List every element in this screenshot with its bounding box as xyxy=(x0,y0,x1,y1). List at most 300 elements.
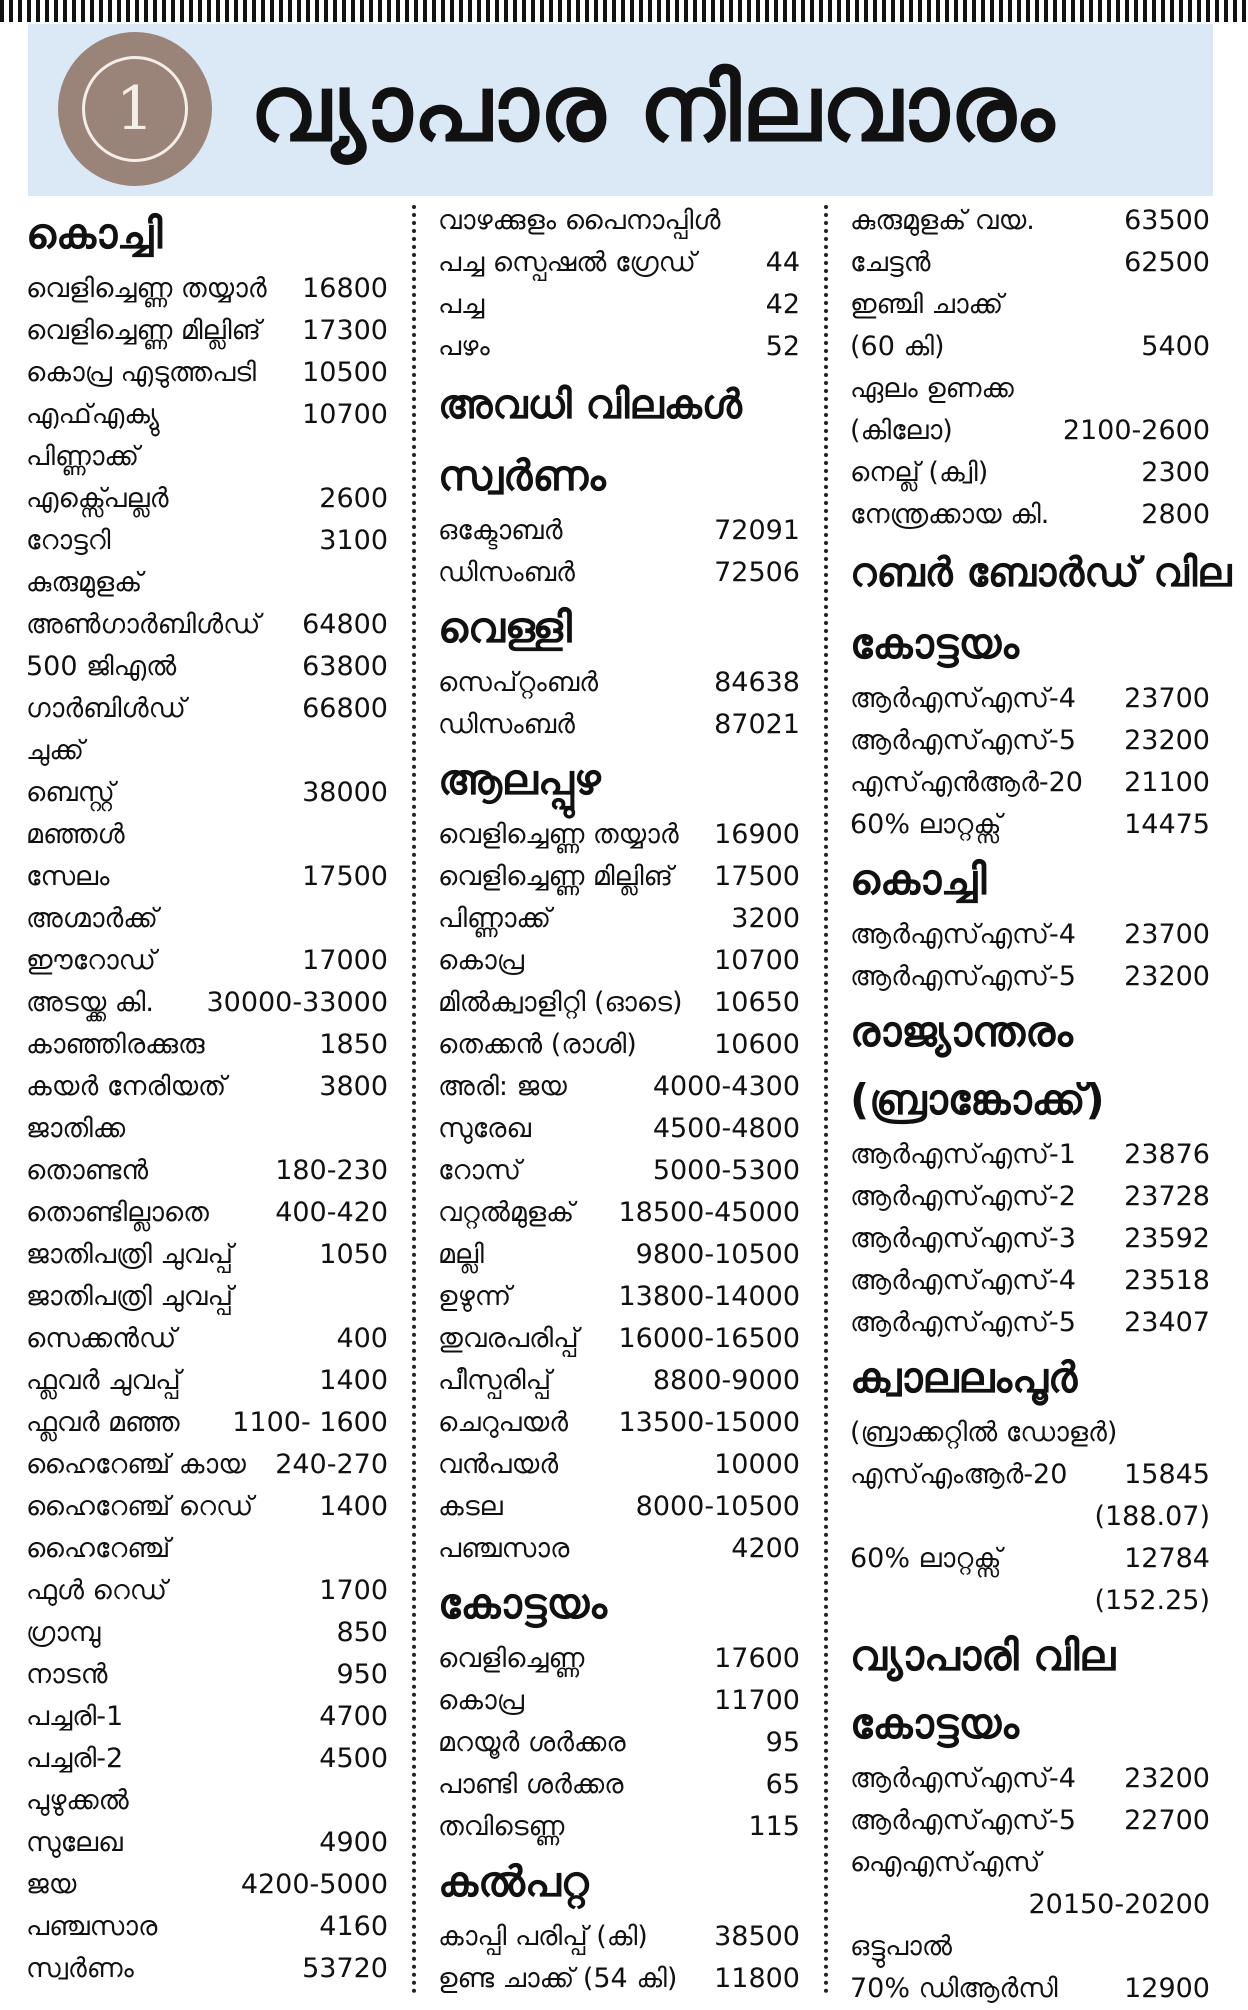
price-row xyxy=(26,1276,388,1318)
price-row xyxy=(26,772,388,814)
price-row xyxy=(26,1066,388,1108)
item-value: 4900 xyxy=(319,1827,388,1858)
item-label: സുരേഖ xyxy=(438,1113,531,1144)
item-value: 950 xyxy=(336,1659,388,1690)
item-value: 1400 xyxy=(319,1491,388,1522)
item-label: ആർഎസ്എസ്-4 xyxy=(850,919,1076,950)
price-row xyxy=(26,1024,388,1066)
item-label: വാഴക്കുളം പൈനാപ്പിൾ xyxy=(438,205,721,236)
section-heading-trader-price: വ്യാപാരി വില xyxy=(850,1631,1116,1680)
price-row xyxy=(850,1302,1210,1344)
item-value: 53720 xyxy=(302,1953,388,1984)
item-label: ഗാർബിൾഡ് xyxy=(26,693,186,724)
item-value: 23407 xyxy=(1124,1307,1210,1338)
item-value: 21100 xyxy=(1124,767,1210,798)
item-value: 10700 xyxy=(302,399,388,430)
item-label: ഈറോഡ് xyxy=(26,945,156,976)
item-label: പഞ്ചസാര xyxy=(26,1911,158,1942)
section-heading-alappuzha: ആലപ്പുഴ xyxy=(438,755,601,804)
price-row xyxy=(26,1192,388,1234)
item-label: ആർഎസ്എസ്-3 xyxy=(850,1223,1076,1254)
item-value: 1050 xyxy=(319,1239,388,1270)
item-value: 87021 xyxy=(714,709,800,740)
top-stripe-border xyxy=(0,0,1248,22)
item-value: 2800 xyxy=(1141,499,1210,530)
price-row xyxy=(26,1486,388,1528)
price-row xyxy=(438,1638,800,1680)
price-row xyxy=(438,1444,800,1486)
item-value: 13500-15000 xyxy=(618,1407,800,1438)
item-value: 44 xyxy=(765,247,800,278)
item-label: നേന്ത്രക്കായ കി. xyxy=(850,499,1050,530)
item-value: 4200 xyxy=(731,1533,800,1564)
item-label: 60% ലാറ്റക്സ് xyxy=(850,1543,1002,1574)
price-row xyxy=(26,1612,388,1654)
item-value: 12900 xyxy=(1124,1973,1210,2004)
price-row xyxy=(438,1402,800,1444)
price-row xyxy=(850,1454,1210,1496)
item-value: 4500 xyxy=(319,1743,388,1774)
badge-number: 1 xyxy=(82,56,188,162)
item-value: 23200 xyxy=(1124,725,1210,756)
item-label: കൊപ്ര xyxy=(438,1685,524,1716)
column-divider xyxy=(412,205,416,1995)
item-label: ആർഎസ്എസ്-2 xyxy=(850,1181,1076,1212)
price-row xyxy=(850,410,1210,452)
price-row xyxy=(26,814,388,856)
item-label: കടല xyxy=(438,1491,503,1522)
item-label: ഐഎസ്എസ് xyxy=(850,1847,1041,1878)
item-value: 17000 xyxy=(302,945,388,976)
item-value: 42 xyxy=(765,289,800,320)
item-label: പിണ്ണാക്ക് xyxy=(26,441,140,472)
price-row xyxy=(438,1764,800,1806)
usd-value: (152.25) xyxy=(1094,1585,1210,1616)
price-row xyxy=(438,1916,800,1958)
usd-row xyxy=(850,1580,1210,1622)
column-2 xyxy=(438,200,800,2000)
item-label: തൊണ്ടൻ xyxy=(26,1155,149,1186)
item-label: എസ്എൻആർ-20 xyxy=(850,767,1083,798)
item-value: 17300 xyxy=(302,315,388,346)
usd-value: (188.07) xyxy=(1094,1501,1210,1532)
item-label: ഫ്ലവർ ചുവപ്പ് xyxy=(26,1365,181,1396)
item-value: 95 xyxy=(765,1727,800,1758)
section-heading-rubber-board: റബർ ബോർഡ് വില xyxy=(850,550,1232,596)
price-row xyxy=(438,1806,800,1848)
price-row xyxy=(26,1864,388,1906)
price-row xyxy=(26,1738,388,1780)
item-label: എക്സ്പെല്ലർ xyxy=(26,483,169,514)
item-label: ചുക്ക് xyxy=(26,735,85,766)
item-value: 63800 xyxy=(302,651,388,682)
price-row xyxy=(26,1948,388,1990)
price-row xyxy=(438,1150,800,1192)
item-value: 52 xyxy=(765,331,800,362)
price-row xyxy=(438,1234,800,1276)
number-badge-icon xyxy=(58,32,212,186)
item-value: 1100- 1600 xyxy=(232,1407,388,1438)
item-label: കയർ നേരിയത് xyxy=(26,1071,227,1102)
item-value: 4000-4300 xyxy=(652,1071,800,1102)
price-row xyxy=(26,1696,388,1738)
item-value: 22700 xyxy=(1124,1805,1210,1836)
price-row xyxy=(850,678,1210,720)
item-value: 15845 xyxy=(1124,1459,1210,1490)
item-label: ഡിസംബർ xyxy=(438,557,575,588)
item-label: ആർഎസ്എസ്-5 xyxy=(850,1307,1076,1338)
item-label: ഗ്രാമ്പു xyxy=(26,1617,101,1648)
item-value: 1700 xyxy=(319,1575,388,1606)
item-value: 5400 xyxy=(1141,331,1210,362)
price-row xyxy=(438,1722,800,1764)
item-value: 38000 xyxy=(302,777,388,808)
item-value: 4160 xyxy=(319,1911,388,1942)
item-label: (60 കി) xyxy=(850,331,945,362)
price-row xyxy=(26,1444,388,1486)
item-value: 20150-20200 xyxy=(1028,1889,1210,1920)
item-value: 5000-5300 xyxy=(652,1155,800,1186)
price-row xyxy=(26,394,388,436)
item-value: 10650 xyxy=(714,987,800,1018)
price-row xyxy=(26,730,388,772)
item-label: ചെറുപയർ xyxy=(438,1407,569,1438)
price-row xyxy=(26,436,388,478)
item-label: ആർഎസ്എസ്-5 xyxy=(850,961,1076,992)
section-heading-bangkok: (ബ്രാങ്കോക്ക്) xyxy=(850,1075,1105,1124)
item-label: മിൽക്വാളിറ്റി (ഓടെ) xyxy=(438,987,683,1018)
price-row xyxy=(438,1192,800,1234)
item-value: 65 xyxy=(765,1769,800,1800)
item-value: 1400 xyxy=(319,1365,388,1396)
item-label: സെക്കൻഡ് xyxy=(26,1323,177,1354)
price-row xyxy=(850,720,1210,762)
item-label: കുരുമുളക് വയ. xyxy=(850,205,1035,236)
item-value: 11800 xyxy=(714,1963,800,1994)
item-value: 12784 xyxy=(1124,1543,1210,1574)
price-row xyxy=(850,1800,1210,1842)
item-label: റോസ് xyxy=(438,1155,522,1186)
item-label: ഹൈറേഞ്ച് റെഡ് xyxy=(26,1491,254,1522)
price-row xyxy=(26,562,388,604)
item-value: 72091 xyxy=(714,515,800,546)
item-label: പച്ച xyxy=(438,289,485,320)
section-heading-kochi: കൊച്ചി xyxy=(26,209,163,258)
item-value: 23700 xyxy=(1124,683,1210,714)
item-label: വെളിച്ചെണ്ണ മില്ലിങ് xyxy=(438,861,674,892)
item-label: വറ്റൽമുളക് xyxy=(438,1197,575,1228)
item-label: ജാതിപത്രി ചുവപ്പ് xyxy=(26,1239,234,1270)
price-row xyxy=(26,1528,388,1570)
price-row xyxy=(850,200,1210,242)
price-row xyxy=(26,898,388,940)
item-value: 23200 xyxy=(1124,1763,1210,1794)
section-heading-kalpatta: കൽപറ്റ xyxy=(438,1857,589,1906)
item-value: 16900 xyxy=(714,819,800,850)
price-row xyxy=(438,940,800,982)
price-row xyxy=(438,1528,800,1570)
item-value: 11700 xyxy=(714,1685,800,1716)
item-label: തവിടെണ്ണ xyxy=(438,1811,565,1842)
item-value: 84638 xyxy=(714,667,800,698)
item-label: തൊണ്ടില്ലാതെ xyxy=(26,1197,209,1228)
item-value: 3200 xyxy=(731,903,800,934)
price-row xyxy=(438,982,800,1024)
item-label: ഉണ്ട ചാക്ക് (54 കി) xyxy=(438,1963,678,1994)
price-row xyxy=(26,982,388,1024)
page-header xyxy=(28,24,1213,196)
item-value: 18500-45000 xyxy=(618,1197,800,1228)
item-value: 400 xyxy=(336,1323,388,1354)
item-label: പച്ചരി-2 xyxy=(26,1743,124,1774)
price-row xyxy=(438,200,800,242)
column-1 xyxy=(26,200,388,2000)
item-value: 240-270 xyxy=(275,1449,388,1480)
item-value: 9800-10500 xyxy=(635,1239,800,1270)
price-row xyxy=(26,478,388,520)
price-row xyxy=(438,242,800,284)
section-heading-kottayam: കോട്ടയം xyxy=(850,619,1019,668)
item-label: പഞ്ചസാര xyxy=(438,1533,570,1564)
page-title: വ്യാപാര നിലവാരം xyxy=(250,55,1056,162)
price-row xyxy=(438,510,800,552)
column-divider xyxy=(824,205,828,1995)
item-value: 10000 xyxy=(714,1449,800,1480)
price-row xyxy=(438,1360,800,1402)
price-row xyxy=(438,284,800,326)
price-row xyxy=(850,1926,1210,1968)
price-row xyxy=(850,1842,1210,1884)
item-label: വെളിച്ചെണ്ണ തയ്യാർ xyxy=(438,819,679,850)
item-label: ആർഎസ്എസ്-4 xyxy=(850,683,1076,714)
price-row xyxy=(26,1234,388,1276)
item-value: 180-230 xyxy=(275,1155,388,1186)
item-value: 23700 xyxy=(1124,919,1210,950)
price-row xyxy=(850,1758,1210,1800)
item-value: 2600 xyxy=(319,483,388,514)
item-label: 60% ലാറ്റക്സ് xyxy=(850,809,1002,840)
item-value: 66800 xyxy=(302,693,388,724)
item-label: ഏലം ഉണക്ക xyxy=(850,373,1014,404)
note-row xyxy=(850,1412,1210,1454)
item-label: ഡിസംബർ xyxy=(438,709,575,740)
price-row xyxy=(438,552,800,594)
item-value: 2300 xyxy=(1141,457,1210,488)
item-label: ആർഎസ്എസ്-5 xyxy=(850,1805,1076,1836)
section-heading-kottayam: കോട്ടയം xyxy=(438,1579,607,1628)
item-value: 30000-33000 xyxy=(206,987,388,1018)
item-label: ആർഎസ്എസ്-4 xyxy=(850,1763,1076,1794)
item-label: അഗ്മാർക്ക് xyxy=(26,903,158,934)
item-value: 16000-16500 xyxy=(618,1323,800,1354)
item-value: 13800-14000 xyxy=(618,1281,800,1312)
item-label: മഞ്ഞൾ xyxy=(26,819,125,850)
item-value: 23592 xyxy=(1124,1223,1210,1254)
price-row xyxy=(26,1402,388,1444)
usd-row xyxy=(850,1496,1210,1538)
price-row xyxy=(850,1134,1210,1176)
price-row xyxy=(850,326,1210,368)
item-value: 23728 xyxy=(1124,1181,1210,1212)
item-label: 70% ഡിആർസി xyxy=(850,1973,1058,2004)
price-row xyxy=(850,1218,1210,1260)
item-value: 4500-4800 xyxy=(652,1113,800,1144)
item-label: കാഞ്ഞിരക്കുരു xyxy=(26,1029,205,1060)
price-row xyxy=(26,1822,388,1864)
item-label: മറയൂർ ശർക്കര xyxy=(438,1727,626,1758)
item-label: ജാതിക്ക xyxy=(26,1113,126,1144)
price-row xyxy=(438,1276,800,1318)
item-label: ആർഎസ്എസ്-5 xyxy=(850,725,1076,756)
item-label: പച്ചരി-1 xyxy=(26,1701,124,1732)
item-label: ആർഎസ്എസ്-1 xyxy=(850,1139,1076,1170)
item-label: അൺഗാർബിൾഡ് xyxy=(26,609,261,640)
price-row xyxy=(438,856,800,898)
price-row xyxy=(438,704,800,746)
section-heading-kuala-lumpur: ക്വാലലംപൂർ xyxy=(850,1353,1078,1402)
item-value: 14475 xyxy=(1124,809,1210,840)
price-row xyxy=(26,940,388,982)
item-label: സ്വർണം xyxy=(26,1953,134,1984)
item-label: അടയ്ക്ക കി. xyxy=(26,987,154,1018)
price-row xyxy=(438,662,800,704)
item-value: 1850 xyxy=(319,1029,388,1060)
item-label: കുരുമുളക് xyxy=(26,567,143,598)
item-value: 2100-2600 xyxy=(1062,415,1210,446)
item-value: 10500 xyxy=(302,357,388,388)
item-label: പച്ച സ്പെഷൽ ഗ്രേഡ് xyxy=(438,247,696,278)
section-heading-international: രാജ്യാന്തരം xyxy=(850,1007,1073,1056)
item-value: 400-420 xyxy=(275,1197,388,1228)
item-label: കൊപ്ര xyxy=(438,945,524,976)
price-row xyxy=(438,1318,800,1360)
item-value: 16800 xyxy=(302,273,388,304)
price-row xyxy=(26,688,388,730)
item-label: സേലം xyxy=(26,861,110,892)
price-row xyxy=(438,1108,800,1150)
value-row xyxy=(850,1884,1210,1926)
item-label: സുലേഖ xyxy=(26,1827,123,1858)
price-row xyxy=(850,368,1210,410)
price-row xyxy=(850,242,1210,284)
price-row xyxy=(26,1780,388,1822)
price-row xyxy=(26,646,388,688)
item-label: ആർഎസ്എസ്-4 xyxy=(850,1265,1076,1296)
item-label: ഒക്ടോബർ xyxy=(438,515,563,546)
item-label: നാടൻ xyxy=(26,1659,108,1690)
price-row xyxy=(26,352,388,394)
item-label: 500 ജിഎൽ xyxy=(26,651,177,682)
item-label: പിണ്ണാക്ക് xyxy=(438,903,552,934)
item-value: 3100 xyxy=(319,525,388,556)
dollar-note: (ബ്രാക്കറ്റിൽ ഡോളർ) xyxy=(850,1417,1118,1448)
item-label: വൻപയർ xyxy=(438,1449,559,1480)
item-label: ചേട്ടൻ xyxy=(850,247,931,278)
column-3 xyxy=(850,200,1232,2004)
item-label: ഉഴുന്ന് xyxy=(438,1281,512,1312)
price-row xyxy=(438,1066,800,1108)
item-value: 72506 xyxy=(714,557,800,588)
item-value: 23200 xyxy=(1124,961,1210,992)
item-label: ഇഞ്ചി ചാക്ക് xyxy=(850,289,1004,320)
price-row xyxy=(26,1108,388,1150)
price-row xyxy=(26,268,388,310)
price-row xyxy=(438,898,800,940)
price-row xyxy=(850,452,1210,494)
price-row xyxy=(850,914,1210,956)
price-row xyxy=(26,604,388,646)
item-value: 38500 xyxy=(714,1921,800,1952)
price-row xyxy=(26,1360,388,1402)
price-row xyxy=(26,1150,388,1192)
price-row xyxy=(850,1176,1210,1218)
item-value: 8000-10500 xyxy=(635,1491,800,1522)
price-row xyxy=(850,494,1210,536)
price-row xyxy=(850,284,1210,326)
price-row xyxy=(850,956,1210,998)
section-heading-kochi: കൊച്ചി xyxy=(850,855,987,904)
price-row xyxy=(26,1570,388,1612)
item-value: 850 xyxy=(336,1617,388,1648)
item-label: ഫുൾ റെഡ് xyxy=(26,1575,167,1606)
item-label: അരി: ജയ xyxy=(438,1071,567,1102)
item-label: പഴം xyxy=(438,331,490,362)
section-heading-kottayam: കോട്ടയം xyxy=(850,1699,1019,1748)
price-row xyxy=(438,1680,800,1722)
item-label: പീസ്പരിപ്പ് xyxy=(438,1365,552,1396)
price-row xyxy=(26,310,388,352)
item-value: 23876 xyxy=(1124,1139,1210,1170)
item-value: 23518 xyxy=(1124,1265,1210,1296)
item-label: നെല്ല് (ക്വി) xyxy=(850,457,989,488)
price-row xyxy=(26,520,388,562)
price-row xyxy=(850,1260,1210,1302)
price-row xyxy=(26,1654,388,1696)
item-label: കൊപ്ര എടുത്തപടി xyxy=(26,357,256,388)
item-value: 8800-9000 xyxy=(652,1365,800,1396)
item-value: 3800 xyxy=(319,1071,388,1102)
item-label: മല്ലി xyxy=(438,1239,484,1270)
item-label: തെക്കൻ (രാശി) xyxy=(438,1029,637,1060)
item-value: 115 xyxy=(748,1811,800,1842)
item-value: 10700 xyxy=(714,945,800,976)
item-label: തുവരപരിപ്പ് xyxy=(438,1323,579,1354)
item-value: 17600 xyxy=(714,1643,800,1674)
price-row xyxy=(850,762,1210,804)
item-value: 4200-5000 xyxy=(240,1869,388,1900)
item-label: ബെസ്റ്റ് xyxy=(26,777,115,808)
item-label: വെളിച്ചെണ്ണ മില്ലിങ് xyxy=(26,315,262,346)
item-label: കാപ്പി പരിപ്പ് (കി) xyxy=(438,1921,648,1952)
item-label: ജാതിപത്രി ചുവപ്പ് xyxy=(26,1281,234,1312)
item-label: വെളിച്ചെണ്ണ തയ്യാർ xyxy=(26,273,267,304)
price-row xyxy=(438,1024,800,1066)
price-row xyxy=(26,1318,388,1360)
item-value: 10600 xyxy=(714,1029,800,1060)
item-value: 4700 xyxy=(319,1701,388,1732)
item-label: വെളിച്ചെണ്ണ xyxy=(438,1643,585,1674)
item-label: ഒട്ടുപാൽ xyxy=(850,1931,952,1962)
item-label: ഫ്ലവർ മഞ്ഞ xyxy=(26,1407,180,1438)
item-label: എസ്എംആർ-20 xyxy=(850,1459,1068,1490)
item-label: ജയ xyxy=(26,1869,77,1900)
item-label: പുഴുക്കൽ xyxy=(26,1785,129,1816)
item-label: പാണ്ടി ശർക്കര xyxy=(438,1769,624,1800)
price-row xyxy=(850,1538,1210,1580)
item-label: ഹൈറേഞ്ച് കായ xyxy=(26,1449,246,1480)
item-value: 17500 xyxy=(714,861,800,892)
item-value: 64800 xyxy=(302,609,388,640)
